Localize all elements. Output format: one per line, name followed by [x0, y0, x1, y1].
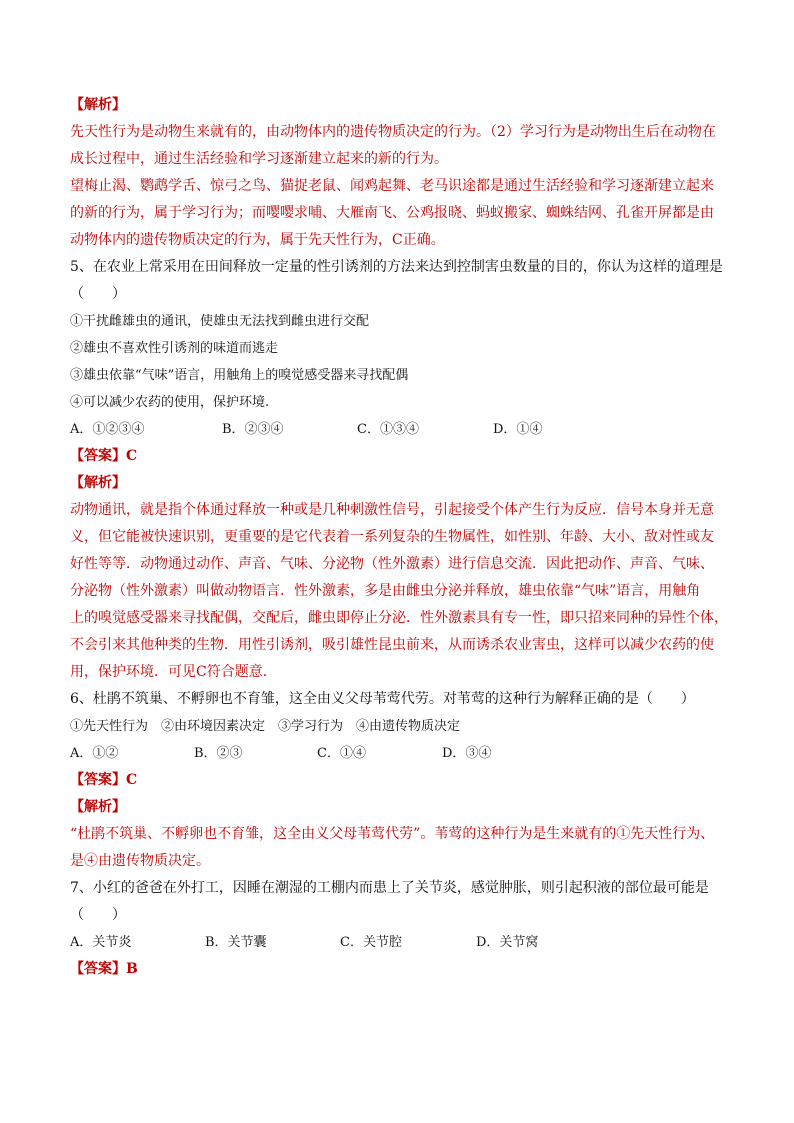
option-a: A．①②③④: [70, 422, 145, 437]
question-6-options: [70, 740, 730, 767]
answer-value: C: [126, 772, 138, 788]
option-c: C．①③④: [357, 422, 419, 437]
analysis-label: 【解析】: [70, 799, 126, 815]
analysis-line: 动物通讯，就是指个体通过释放一种或是几种刺激性信号，引起接受个体产生行为反应．信号本身并无意: [70, 502, 714, 518]
option-a: A．①②: [70, 746, 119, 761]
question-5-item: ④可以减少农药的使用，保护环境.: [70, 395, 270, 410]
analysis-line: 不会引来其他种类的生物．用性引诱剂，吸引雄性昆虫前来，从而诱杀农业害虫，这样可以减少农药的使: [70, 637, 714, 653]
answer-label: 【答案】: [70, 772, 126, 788]
question-5-item: ①干扰雌雄虫的通讯，使雄虫无法找到雌虫进行交配: [70, 314, 370, 329]
question-7-blank: （ ）: [70, 907, 126, 923]
question-5-item: ③雄虫依靠“气味”语言，用触角上的嗅觉感受器来寻找配偶: [70, 368, 409, 383]
option-b: B．②③④: [222, 422, 284, 437]
option-d: D．③④: [442, 746, 492, 761]
analysis-line: 好性等等．动物通过动作、声音、气味、分泌物（性外激素）进行信息交流．因此把动作、声音、气味、: [70, 556, 714, 572]
answer-row: [70, 443, 730, 470]
analysis-line: “杜鹃不筑巢、不孵卵也不育雏，这全由义父母苇莺代劳”。苇莺的这种行为是生来就有的①先天性行为、: [70, 826, 715, 842]
analysis-line: 望梅止渴、鹦鹉学舌、惊弓之鸟、猫捉老鼠、闻鸡起舞、老马识途都是通过生活经验和学习逐渐建立起来: [70, 178, 714, 194]
question-7-stem: 7、小红的爸爸在外打工，因睡在潮湿的工棚内而患上了关节炎，感觉肿胀，则引起积液的部位最可能是: [70, 880, 709, 896]
answer-value: B: [126, 961, 138, 977]
analysis-line: 是④由遗传物质决定。: [70, 853, 210, 869]
question-6-items: ①先天性行为 ②由环境因素决定 ③学习行为 ④由遗传物质决定: [70, 719, 461, 734]
option-a: A．关节炎: [70, 935, 132, 950]
page-content: [70, 92, 730, 983]
analysis-line: 动物体内的遗传物质决定的行为，属于先天性行为，C正确。: [70, 232, 445, 248]
analysis-line: 义，但它能被快速识别，更重要的是它代表着一系列复杂的生物属性，如性别、年龄、大小、敌对性或友: [70, 529, 714, 545]
analysis-line: 的新的行为，属于学习行为；而嘤嘤求哺、大雁南飞、公鸡报晓、蚂蚁搬家、蜘蛛结网、孔雀开屏都是由: [70, 205, 714, 221]
question-6-stem: 6、杜鹃不筑巢、不孵卵也不育雏，这全由义父母苇莺代劳。对苇莺的这种行为解释正确的是（ ）: [70, 691, 695, 707]
answer-row: [70, 956, 730, 983]
question-7-options: [70, 929, 730, 956]
answer-label: 【答案】: [70, 448, 126, 464]
question-5-stem: 5、在农业上常采用在田间释放一定量的性引诱剂的方法来达到控制害虫数量的目的，你认为这样的道理是: [70, 259, 723, 275]
option-c: C．①④: [317, 746, 366, 761]
analysis-line: 先天性行为是动物生来就有的，由动物体内的遗传物质决定的行为。（2）学习行为是动物出生后在动物在: [70, 124, 716, 140]
analysis-label: 【解析】: [70, 97, 126, 113]
question-5-blank: （ ）: [70, 286, 126, 302]
answer-value: C: [126, 448, 138, 464]
option-d: D．①④: [493, 422, 543, 437]
option-c: C．关节腔: [340, 935, 402, 950]
answer-row: [70, 767, 730, 794]
analysis-line: 上的嗅觉感受器来寻找配偶，交配后，雌虫即停止分泌．性外激素具有专一性，即只招来同种的异性个体，: [70, 610, 728, 626]
analysis-line: 用，保护环境．可见C符合题意．: [70, 664, 277, 680]
question-5-item: ②雄虫不喜欢性引诱剂的味道而逃走: [70, 341, 279, 356]
option-b: B．②③: [194, 746, 243, 761]
question-5-options: [70, 416, 730, 443]
option-b: B．关节囊: [205, 935, 267, 950]
answer-label: 【答案】: [70, 961, 126, 977]
analysis-label: 【解析】: [70, 475, 126, 491]
analysis-line: 成长过程中，通过生活经验和学习逐渐建立起来的新的行为。: [70, 151, 448, 167]
option-d: D．关节窝: [476, 935, 539, 950]
analysis-line: 分泌物（性外激素）叫做动物语言．性外激素，多是由雌虫分泌并释放，雄虫依靠“气味”语言，用触角: [70, 583, 701, 599]
